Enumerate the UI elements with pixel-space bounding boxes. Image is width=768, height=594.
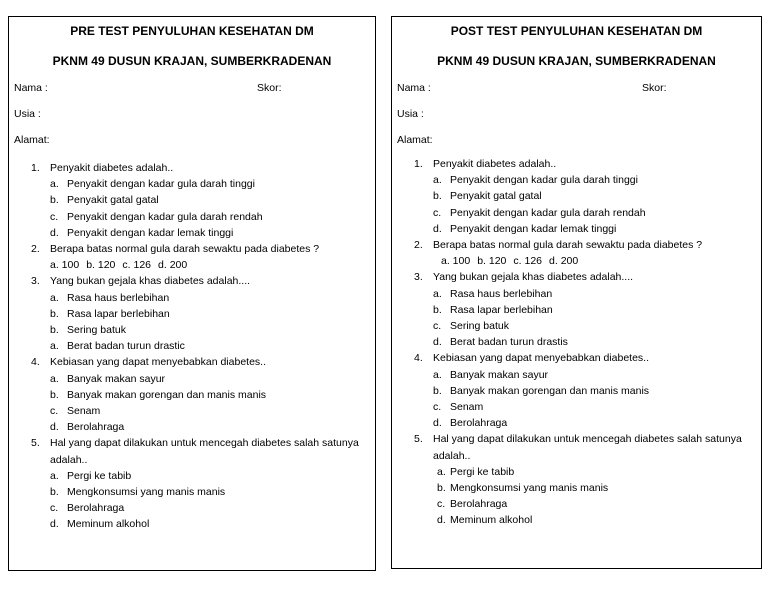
- option: c. 126: [122, 259, 152, 272]
- address-field-label: Alamat:: [397, 134, 433, 146]
- age-field-label: Usia :: [397, 108, 424, 120]
- name-field-label: Nama :: [397, 82, 431, 94]
- option-text: Senam: [450, 401, 484, 414]
- option-text: Banyak makan sayur: [67, 372, 166, 385]
- option-letter: c.: [50, 210, 59, 223]
- option-text: Penyakit dengan kadar gula darah rendah: [450, 206, 646, 219]
- option: [9, 338, 375, 354]
- question-text: Kebiasan yang dapat menyebabkan diabetes..: [50, 356, 266, 369]
- option-letter: d.: [433, 417, 442, 430]
- option: [9, 484, 375, 500]
- option-text: Mengkonsumsi yang manis manis: [450, 482, 609, 495]
- name-field-label: Nama :: [14, 82, 48, 94]
- option-text: Berolahraga: [450, 498, 508, 511]
- question-5: [9, 435, 375, 467]
- option-letter: d.: [50, 226, 59, 239]
- option-letter: c.: [50, 502, 59, 515]
- option: [9, 192, 375, 208]
- score-field-label: Skor:: [642, 82, 667, 94]
- question-number: 3.: [414, 271, 423, 284]
- option: a. 100: [50, 259, 80, 272]
- option-letter: a.: [433, 368, 442, 381]
- question-number: 3.: [31, 275, 40, 288]
- option-text: Meminum alkohol: [67, 518, 150, 531]
- question-text: Kebiasan yang dapat menyebabkan diabetes..: [433, 352, 649, 365]
- option-text: Penyakit dengan kadar gula darah tinggi: [67, 178, 255, 191]
- option-letter: d.: [437, 514, 446, 527]
- sheet-title: POST TEST PENYULUHAN KESEHATAN DM: [450, 24, 703, 38]
- post-test-sheet: [391, 16, 762, 569]
- option-text: Meminum alkohol: [450, 514, 533, 527]
- option-letter: a.: [50, 178, 59, 191]
- option-letter: a.: [433, 174, 442, 187]
- option-letter: b.: [433, 384, 442, 397]
- option-text: Sering batuk: [67, 324, 126, 337]
- question-5: [392, 431, 761, 463]
- sheet-title: PRE TEST PENYULUHAN KESEHATAN DM: [70, 24, 314, 38]
- question-number: 2.: [414, 239, 423, 252]
- question-text: Berapa batas normal gula darah sewaktu pada diabetes ?: [433, 239, 703, 252]
- option: [9, 225, 375, 241]
- option-text: Rasa haus berlebihan: [450, 287, 553, 300]
- option: [392, 318, 761, 334]
- option: [9, 306, 375, 322]
- option-text: Banyak makan sayur: [450, 368, 549, 381]
- question-number: 5.: [31, 437, 40, 450]
- option-text: Penyakit gatal gatal: [67, 194, 159, 207]
- option: [392, 334, 761, 350]
- question-number: 5.: [414, 433, 423, 446]
- option: [392, 496, 761, 512]
- option: [392, 286, 761, 302]
- option: b. 120: [86, 259, 116, 272]
- option-letter: a.: [50, 372, 59, 385]
- option-text: Penyakit dengan kadar lemak tinggi: [67, 226, 234, 239]
- option-letter: b.: [50, 388, 59, 401]
- option-letter: b.: [437, 482, 446, 495]
- option-letter: d.: [50, 518, 59, 531]
- option: [392, 172, 761, 188]
- option: [9, 322, 375, 338]
- option-letter: c.: [50, 405, 59, 418]
- option: [392, 512, 761, 528]
- question-text: Yang bukan gejala khas diabetes adalah....: [433, 271, 634, 284]
- question-text: Yang bukan gejala khas diabetes adalah....: [50, 275, 251, 288]
- option-letter: d.: [433, 336, 442, 349]
- option-letter: b.: [433, 190, 442, 203]
- question-2: [392, 237, 761, 253]
- inline-options: [441, 253, 761, 269]
- question-number: 2.: [31, 243, 40, 256]
- question-text: Penyakit diabetes adalah..: [50, 162, 174, 174]
- option-text: Berat badan turun drastic: [67, 340, 185, 353]
- option: [392, 383, 761, 399]
- option-text: Berolahraga: [67, 421, 125, 434]
- question-number: 1.: [414, 158, 423, 170]
- option: [9, 387, 375, 403]
- option-letter: c.: [433, 320, 442, 333]
- question-number: 1.: [31, 162, 40, 174]
- option-text: Rasa lapar berlebihan: [450, 303, 553, 316]
- sheet-subtitle: PKNM 49 DUSUN KRAJAN, SUMBERKRADENAN: [437, 54, 716, 68]
- option-text: Mengkonsumsi yang manis manis: [67, 486, 226, 499]
- option: [392, 415, 761, 431]
- option-text: Berat badan turun drastis: [450, 336, 568, 349]
- option: [9, 468, 375, 484]
- option: d. 200: [549, 255, 579, 268]
- option-letter: c.: [437, 498, 446, 511]
- question-1: [9, 160, 375, 176]
- option-text: Berolahraga: [67, 502, 125, 515]
- option-letter: b.: [50, 194, 59, 207]
- option-letter: a.: [50, 469, 59, 482]
- option-letter: b.: [433, 303, 442, 316]
- pre-test-sheet: [8, 16, 376, 571]
- option-letter: a.: [437, 465, 446, 478]
- inline-options: [50, 257, 375, 273]
- question-number: 4.: [414, 352, 423, 365]
- option-text: Senam: [67, 405, 101, 418]
- option: [392, 367, 761, 383]
- option: [392, 480, 761, 496]
- option-letter: d.: [433, 222, 442, 235]
- option-text: Berolahraga: [450, 417, 508, 430]
- option: [9, 371, 375, 387]
- option-text: Sering batuk: [450, 320, 509, 333]
- option-letter: a.: [433, 287, 442, 300]
- option: [392, 205, 761, 221]
- question-text: Berapa batas normal gula darah sewaktu pada diabetes ?: [50, 243, 320, 256]
- option: [392, 188, 761, 204]
- option: [392, 464, 761, 480]
- option-text: Penyakit gatal gatal: [450, 190, 542, 203]
- option-letter: b.: [50, 307, 59, 320]
- option: [9, 403, 375, 419]
- question-text: Hal yang dapat dilakukan untuk mencegah diabetes salah satunya adalah..: [50, 437, 359, 466]
- option-letter: c.: [433, 206, 442, 219]
- option: d. 200: [158, 259, 188, 272]
- option: [9, 500, 375, 516]
- option-text: Penyakit dengan kadar gula darah rendah: [67, 210, 263, 223]
- option-text: Banyak makan gorengan dan manis manis: [67, 388, 267, 401]
- question-number: 4.: [31, 356, 40, 369]
- address-field-label: Alamat:: [14, 134, 50, 146]
- option: [9, 419, 375, 435]
- option-text: Rasa haus berlebihan: [67, 291, 170, 304]
- option-letter: d.: [50, 421, 59, 434]
- question-text: Penyakit diabetes adalah..: [433, 158, 557, 170]
- question-3: [9, 273, 375, 289]
- score-field-label: Skor:: [257, 82, 282, 94]
- question-5-options: [392, 464, 761, 529]
- option: a. 100: [441, 255, 471, 268]
- question-text: Hal yang dapat dilakukan untuk mencegah diabetes salah satunya adalah..: [433, 433, 742, 462]
- option-text: Pergi ke tabib: [450, 465, 515, 478]
- option-letter: c.: [433, 401, 442, 414]
- option: [392, 399, 761, 415]
- option: c. 126: [513, 255, 543, 268]
- option: [9, 176, 375, 192]
- option: b. 120: [477, 255, 507, 268]
- option-text: Penyakit dengan kadar lemak tinggi: [450, 222, 617, 235]
- question-2: [9, 241, 375, 257]
- age-field-label: Usia :: [14, 108, 41, 120]
- option: [9, 290, 375, 306]
- option-letter: a.: [50, 340, 59, 353]
- option-text: Pergi ke tabib: [67, 469, 132, 482]
- question-4: [392, 350, 761, 366]
- option: [9, 516, 375, 532]
- option-letter: b.: [50, 324, 59, 337]
- option-letter: b.: [50, 486, 59, 499]
- question-list: [9, 160, 375, 533]
- question-1: [392, 156, 761, 172]
- option: [9, 209, 375, 225]
- option-text: Penyakit dengan kadar gula darah tinggi: [450, 174, 638, 187]
- option: [392, 302, 761, 318]
- option: [392, 221, 761, 237]
- question-list: [392, 156, 761, 529]
- question-4: [9, 354, 375, 370]
- option-letter: a.: [50, 291, 59, 304]
- question-3: [392, 269, 761, 285]
- option-text: Banyak makan gorengan dan manis manis: [450, 384, 650, 397]
- sheet-subtitle: PKNM 49 DUSUN KRAJAN, SUMBERKRADENAN: [52, 54, 332, 68]
- option-text: Rasa lapar berlebihan: [67, 307, 170, 320]
